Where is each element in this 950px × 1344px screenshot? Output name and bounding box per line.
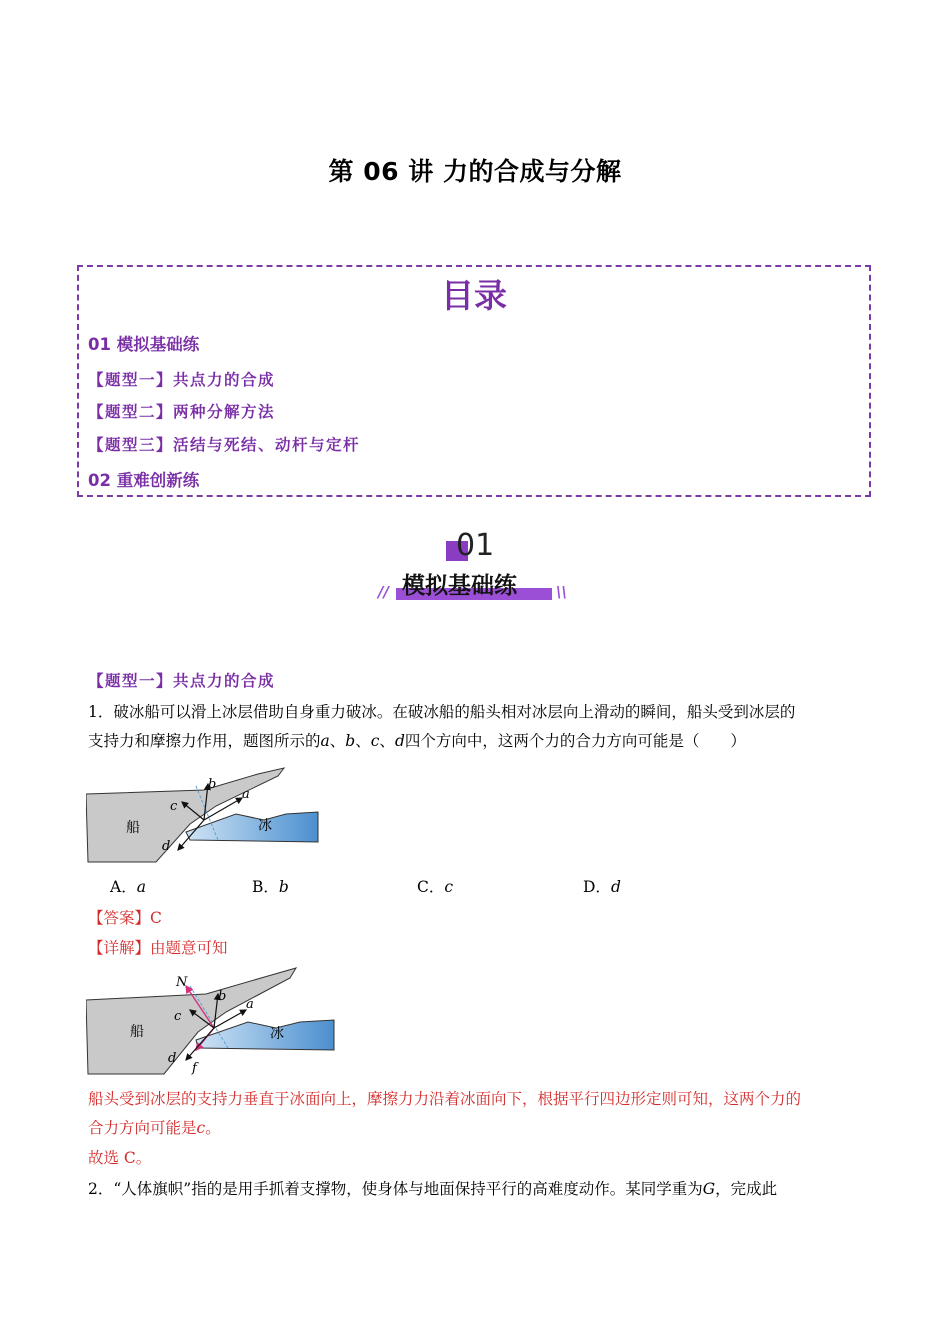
q2-line1 — [88, 1175, 777, 1204]
answer-line — [88, 904, 162, 933]
badge-label: 模拟基础练 — [402, 573, 517, 599]
label-c-2: c — [174, 1009, 182, 1024]
explanation-line2-post: 。 — [205, 1119, 221, 1137]
option-c-value: c — [444, 878, 454, 896]
explanation-line1: 船头受到冰层的支持力垂直于冰面向上，摩擦力力沿着冰面向下，根据平行四边形定则可知，这两个力的 — [88, 1090, 802, 1108]
q1-var-a: a — [320, 732, 330, 750]
q1-line1: 1．破冰船可以滑上冰层借助自身重力破冰。在破冰船的船头相对冰层向上滑动的瞬间，船头受到冰层的 — [88, 703, 796, 721]
label-c: c — [170, 799, 178, 814]
option-a-value: a — [136, 878, 146, 896]
detail-tag: 【详解】 — [88, 939, 151, 957]
detail-line — [88, 934, 228, 963]
ice-shape — [186, 812, 318, 842]
badge-deco-right: \\ — [556, 583, 567, 601]
toc-heading: 目录 — [441, 276, 507, 315]
page-title: 第 06 讲 力的合成与分解 — [328, 157, 622, 186]
toc-item-type1[interactable]: 【题型一】共点力的合成 — [88, 370, 276, 389]
q2-text-pre: 2．“人体旗帜”指的是用手抓着支撑物，使身体与地面保持平行的高难度动作。某同学重为 — [88, 1180, 703, 1198]
label-ice: 冰 — [258, 818, 272, 834]
label-a-2: a — [246, 997, 254, 1012]
q1-var-b: b — [345, 732, 356, 750]
q1-figure-ship-ice — [86, 762, 322, 866]
option-d-value: d — [610, 878, 621, 896]
q1-line2-pre: 支持力和摩擦力作用，题图所示的 — [88, 732, 321, 750]
label-ship-2: 船 — [130, 1024, 144, 1040]
option-b-value: b — [278, 878, 289, 896]
option-d-prefix: D． — [583, 878, 611, 896]
q1-figure-detail — [86, 964, 338, 1078]
q2-text-post: ，完成此 — [715, 1180, 778, 1198]
label-d-2: d — [168, 1051, 177, 1066]
explanation-line2 — [88, 1114, 221, 1143]
ship-shape — [86, 768, 284, 862]
option-a-prefix: A． — [110, 878, 137, 896]
label-a: a — [242, 787, 250, 802]
toc-item-type3[interactable]: 【题型三】活结与死结、动杆与定杆 — [88, 435, 361, 454]
q1-sep-3: 、 — [379, 732, 395, 750]
option-a[interactable] — [110, 873, 146, 902]
q1-var-d: d — [394, 732, 405, 750]
q1-sep-1: 、 — [329, 732, 346, 750]
q1-line2 — [88, 727, 746, 756]
toc-section-1[interactable]: 01 模拟基础练 — [88, 335, 200, 354]
label-f: f — [192, 1061, 197, 1076]
label-ice-2: 冰 — [270, 1026, 284, 1042]
option-b-prefix: B． — [252, 878, 279, 896]
explanation-var-c: c — [196, 1119, 206, 1137]
label-b: b — [208, 777, 217, 792]
option-b[interactable] — [252, 873, 289, 902]
detail-text: 由题意可知 — [150, 939, 228, 957]
explanation-line2-pre: 合力方向可能是 — [88, 1119, 197, 1137]
ship-shape-2 — [86, 968, 296, 1074]
option-c-prefix: C． — [417, 878, 445, 896]
answer-value: C — [150, 909, 162, 927]
label-N: N — [176, 975, 188, 990]
toc-section-2[interactable]: 02 重难创新练 — [88, 471, 200, 490]
badge-number: 01 — [456, 528, 495, 563]
label-b-2: b — [218, 989, 227, 1004]
option-d[interactable] — [583, 873, 621, 902]
answer-tag: 【答案】 — [88, 909, 151, 927]
q1-var-c: c — [370, 732, 380, 750]
badge-deco-left: // — [378, 583, 389, 601]
option-c[interactable] — [417, 873, 453, 902]
conclusion: 故选 C。 — [88, 1149, 152, 1167]
toc-item-type2[interactable]: 【题型二】两种分解方法 — [88, 402, 276, 421]
question-type-heading: 【题型一】共点力的合成 — [88, 671, 276, 690]
ice-shape-2 — [196, 1020, 334, 1050]
label-ship: 船 — [126, 820, 140, 836]
label-d: d — [162, 839, 171, 854]
q1-sep-2: 、 — [355, 732, 371, 750]
q2-var-G: G — [702, 1180, 716, 1198]
q1-line2-post: 四个方向中，这两个力的合力方向可能是（ ） — [404, 732, 746, 750]
